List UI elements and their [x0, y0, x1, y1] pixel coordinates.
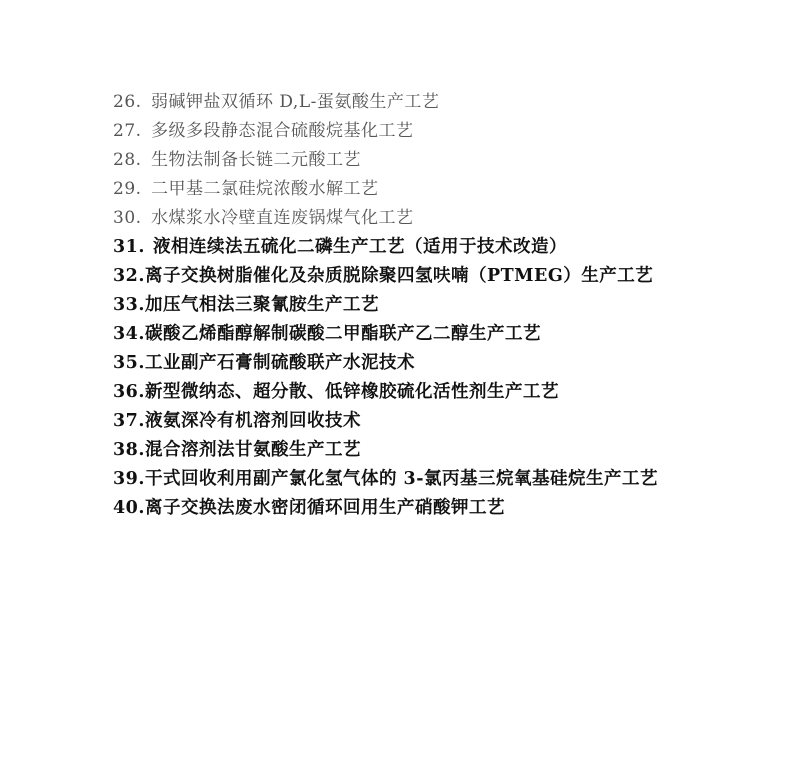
item-number: 33. — [113, 295, 145, 315]
item-number: 40. — [113, 498, 145, 518]
item-text: 工业副产石膏制硫酸联产水泥技术 — [144, 353, 415, 373]
list-item — [113, 465, 773, 494]
list-item — [113, 349, 773, 378]
list-item — [113, 146, 773, 175]
list-item — [113, 262, 773, 291]
item-text: 离子交换树脂催化及杂质脱除聚四氢呋喃（PTMEG）生产工艺 — [144, 266, 654, 286]
item-text: 干式回收利用副产氯化氢气体的 3-氯丙基三烷氧基硅烷生产工艺 — [144, 469, 658, 489]
item-number: 27. — [113, 121, 142, 141]
item-number: 39. — [113, 469, 145, 489]
item-text: 新型微纳态、超分散、低锌橡胶硫化活性剂生产工艺 — [144, 382, 559, 402]
list-item — [113, 117, 773, 146]
item-number: 37. — [113, 411, 145, 431]
item-text: 二甲基二氯硅烷浓酸水解工艺 — [151, 179, 379, 199]
item-text: 水煤浆水冷壁直连废锅煤气化工艺 — [151, 208, 414, 228]
list-item — [113, 233, 773, 262]
list-item — [113, 175, 773, 204]
item-number: 35. — [113, 353, 145, 373]
item-text: 碳酸乙烯酯醇解制碳酸二甲酯联产乙二醇生产工艺 — [144, 324, 541, 344]
list-item — [113, 378, 773, 407]
list-item — [113, 494, 773, 523]
list-item — [113, 291, 773, 320]
item-number: 28. — [113, 150, 142, 170]
list-item — [113, 88, 773, 117]
item-number: 31. — [113, 237, 145, 257]
item-number: 32. — [113, 266, 145, 286]
item-number: 26. — [113, 92, 142, 112]
process-list — [113, 88, 773, 523]
item-number: 38. — [113, 440, 145, 460]
list-item — [113, 204, 773, 233]
item-number: 36. — [113, 382, 145, 402]
list-item — [113, 320, 773, 349]
list-item — [113, 407, 773, 436]
item-text: 离子交换法废水密闭循环回用生产硝酸钾工艺 — [144, 498, 505, 518]
item-text: 混合溶剂法甘氨酸生产工艺 — [144, 440, 361, 460]
item-text: 加压气相法三聚氰胺生产工艺 — [144, 295, 379, 315]
item-text: 多级多段静态混合硫酸烷基化工艺 — [151, 121, 414, 141]
item-number: 34. — [113, 324, 145, 344]
item-text: 液相连续法五硫化二磷生产工艺（适用于技术改造） — [153, 237, 567, 257]
list-item — [113, 436, 773, 465]
item-number: 30. — [113, 208, 142, 228]
item-number: 29. — [113, 179, 142, 199]
item-text: 液氨深冷有机溶剂回收技术 — [144, 411, 361, 431]
item-text: 弱碱钾盐双循环 D,L-蛋氨酸生产工艺 — [151, 92, 440, 112]
item-text: 生物法制备长链二元酸工艺 — [151, 150, 361, 170]
